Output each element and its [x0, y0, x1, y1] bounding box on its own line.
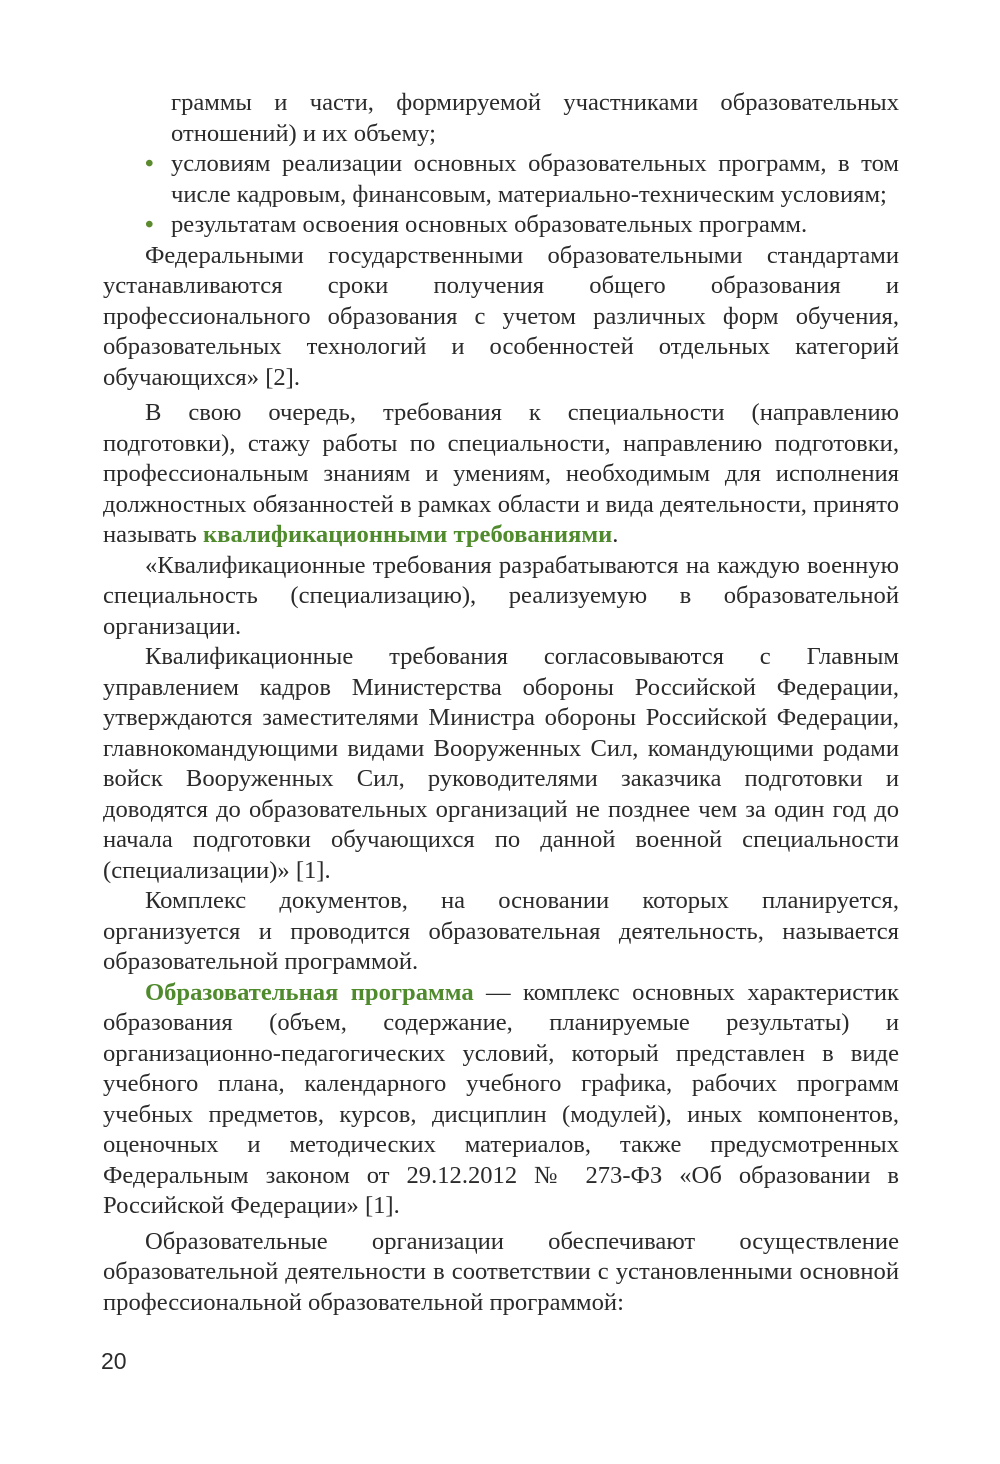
paragraph-text: В свою очередь, требования к специальности (направлению подготовки), стажу работы по специальности, направлению подготовки, профессиональным знаниям и умениям, необходимым для исполнения должностных обязанностей в рамках области и вида деятельности, принято называть: [103, 399, 899, 548]
list-item: [103, 210, 899, 241]
paragraph-text: .: [612, 521, 619, 548]
paragraph-approval: Квалификационные требования согласовываются с Главным управлением кадров Министерства обороны Российской Федерации, утверждаются заместителями Министра обороны Российской Федерации, главнокомандующими видами Вооруженных Сил, командующими родами войск Вооруженных Сил, руководителями заказчика подготовки и доводятся до образовательных организаций не позднее чем за один год до начала подготовки обучающихся по данной военной специальности (специализации)» [1].: [103, 643, 899, 884]
continuation-text: граммы и части, формируемой участниками образовательных отношений) и их объему;: [171, 89, 899, 147]
page-body: [103, 88, 899, 1318]
bullet-list: [103, 149, 899, 241]
list-item: [103, 149, 899, 210]
page-number: 20: [101, 1348, 127, 1374]
paragraph-standards: Федеральными государственными образовательными стандартами устанавливаются сроки получения общего образования и профессионального образования с учетом различных форм обучения, образовательных технологий и особенностей отдельных категорий обучающихся» [2].: [103, 241, 899, 391]
paragraph-program-definition: [103, 978, 899, 1222]
list-item-text: результатам освоения основных образовательных программ.: [171, 211, 808, 238]
list-item-text: условиям реализации основных образовательных программ, в том числе кадровым, финансовым, материально-техническим условиям;: [171, 150, 899, 208]
bullet-icon: •: [145, 150, 154, 177]
term-educational-program: Образовательная программа: [145, 978, 474, 1006]
paragraph-documents: Комплекс документов, на основании которых планируется, организуется и проводится образовательная деятельность, называется образовательной программой.: [103, 887, 899, 975]
term-qualification-requirements: квалификационными требованиями: [203, 521, 613, 548]
paragraph-quote-start: «Квалификационные требования разрабатываются на каждую военную специальность (специализацию), реализуемую в образовательной организации.: [103, 551, 899, 640]
paragraph-organizations: Образовательные организации обеспечивают осуществление образовательной деятельности в соответствии с установленными основной профессиональной образовательной программой:: [103, 1227, 899, 1316]
paragraph-qualification-definition: [103, 398, 899, 551]
paragraph-text: — комплекс основных характеристик образования (объем, содержание, планируемые результаты) и организационно-педагогических условий, который представлен в виде учебного плана, календарного учебного графика, рабочих программ учебных предметов, курсов, дисциплин (модулей), иных компонентов, оценочных и методических материалов, также предусмотренных Федеральным законом от 29.12.2012 № 273-ФЗ «Об образовании в Российской Федерации» [1].: [103, 978, 899, 1219]
bullet-icon: •: [145, 211, 154, 238]
